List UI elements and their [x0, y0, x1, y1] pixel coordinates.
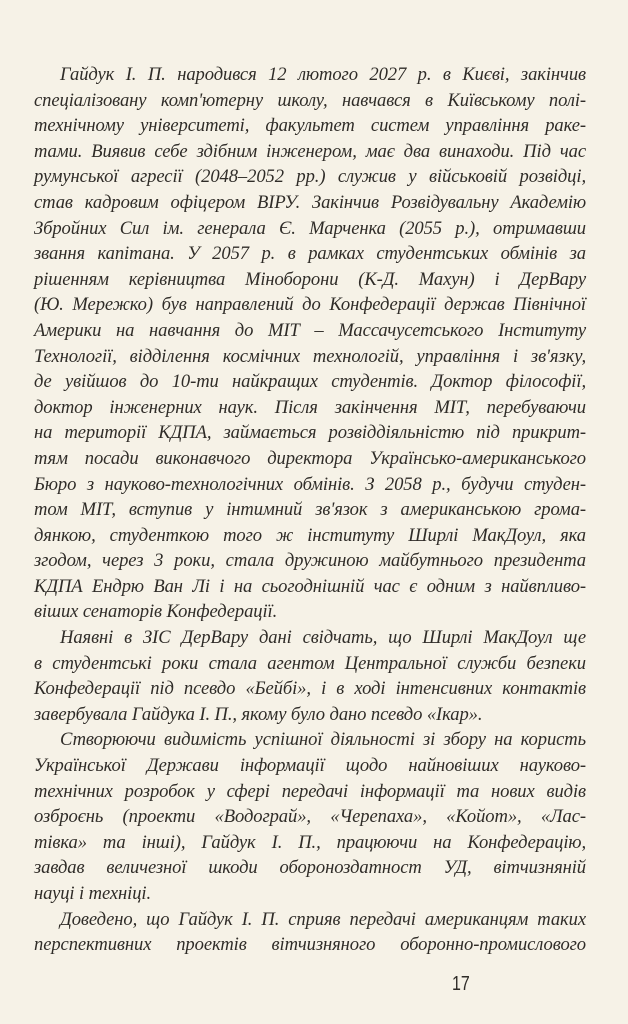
text-line: де увійшов до 10-ти найкращих студентів. Доктор філософії, [34, 371, 586, 393]
text-line: доктор інженерних наук. Після закінчення МІТ, перебуваючи [34, 396, 586, 418]
text-line: спеціалізовану комп'ютерну школу, навчався в Київському полі- [34, 89, 586, 111]
text-line: згодом, через 3 роки, стала дружиною майбутнього президента [34, 550, 586, 572]
text-line: Української Держави інформації щодо найновіших науково- [34, 755, 586, 777]
text-line: Америки на навчання до МІТ – Массачусетського Інституту [34, 319, 586, 341]
text-line: на території КДПА, займається розвіддіяльністю під прикрит- [34, 422, 586, 444]
text-line: тівка» та інші), Гайдук І. П., працюючи на Конфедерацію, [34, 831, 586, 853]
text-line: Наявні в ЗІС ДерВару дані свідчать, що Ширлі МакДоул ще [60, 627, 586, 649]
paragraph [34, 62, 586, 625]
text-line: Конфедерації під псевдо «Бейбі», і в ході інтенсивних контактів [34, 678, 586, 700]
text-line: румунської агресії (2048–2052 рр.) служив у військовій розвідці, [34, 166, 586, 188]
text-line: завдав величезної шкоди обороноздатност УД, вітчизняній [34, 857, 586, 879]
text-line: став кадровим офіцером ВІРУ. Закінчив Розвідувальну Академію [34, 191, 586, 213]
paragraph [34, 625, 586, 727]
book-page-text [34, 62, 586, 958]
text-line: тами. Виявив себе здібним інженером, має два винаходи. Під час [34, 140, 586, 162]
text-line: том МІТ, вступив у інтимний зв'язок з американською грома- [34, 499, 586, 521]
text-line: КДПА Ендрю Ван Лі і на сьогоднішній час є одним з найвпливо- [34, 575, 586, 597]
text-line: завербувала Гайдука І. П., якому було дано псевдо «Ікар». [34, 703, 483, 725]
text-line: Збройних Сил ім. генерала Є. Марченка (2055 р.), отримавши [34, 217, 586, 239]
text-line: Технології, відділення космічних технологій, управління і зв'язку, [34, 345, 586, 367]
text-line: (Ю. Мережко) був направлений до Конфедерації держав Північної [34, 294, 586, 316]
text-line: науці і техніці. [34, 883, 152, 904]
paragraph [34, 727, 586, 906]
text-line: Гайдук І. П. народився 12 лютого 2027 р. в Києві, закінчив [60, 64, 586, 85]
text-line: рішенням керівництва Міноборони (К-Д. Махун) і ДерВару [34, 268, 586, 290]
text-line: Створюючи видимість успішної діяльності зі збору на користь [60, 729, 586, 751]
page-number: 17 [452, 973, 470, 995]
text-line: Бюро з науково-технологічних обмінів. З 2058 р., будучи студен- [34, 473, 586, 495]
text-line: дянкою, студенткою того ж інституту Ширлі МакДоул, яка [34, 524, 586, 546]
text-line: в студентські роки стала агентом Центральної служби безпеки [34, 652, 586, 674]
text-line: озброєнь (проекти «Водограй», «Черепаха», «Койот», «Лас- [34, 806, 586, 828]
text-line: віших сенаторів Конфедерації. [34, 601, 278, 623]
text-line: тям посади виконавчого директора Українсько-американського [34, 447, 586, 469]
text-line: перспективних проектів вітчизняного оборонно-промислового [34, 934, 586, 956]
paragraph [34, 907, 586, 958]
text-line: звання капітана. У 2057 р. в рамках студентських обмінів за [34, 243, 586, 265]
text-line: технічному університеті, факультет систем управління раке- [34, 115, 586, 137]
text-line: Доведено, що Гайдук І. П. сприяв передачі американцям таких [60, 908, 586, 930]
text-line: технічних розробок у сфері передачі інформації та нових видів [34, 780, 586, 802]
